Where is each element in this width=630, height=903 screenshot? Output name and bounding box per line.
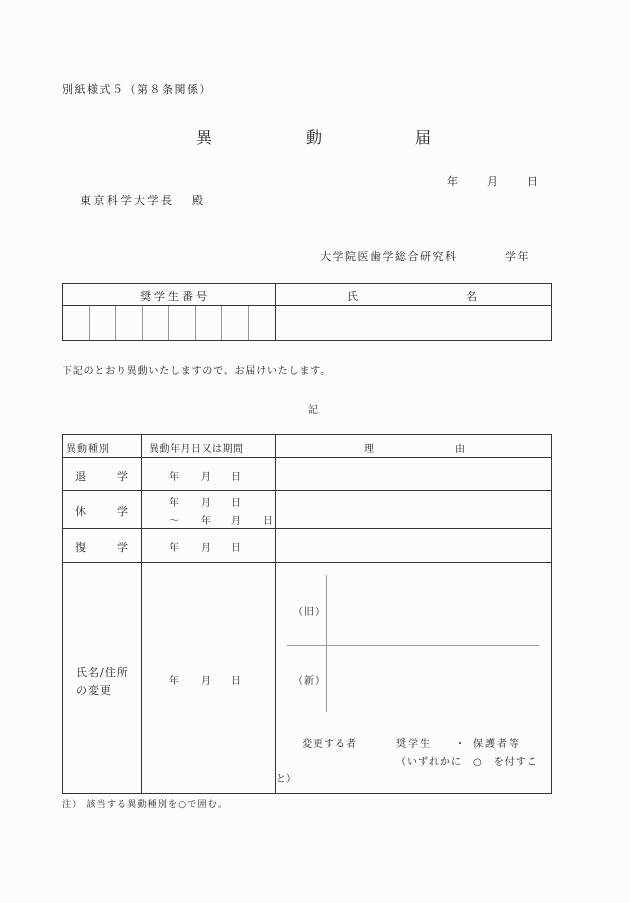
changer-instruction-line2: と） [276,774,296,785]
changer-instruction-line1: （いずれかに ○ を付すこ [396,757,538,768]
main-table-row-divider [62,528,552,529]
main-table-col1-divider [141,434,142,794]
row-change-day: 日 [231,676,242,687]
row-leave-type-a: 休 [75,505,88,518]
main-table-row-divider [62,457,552,458]
changer-option-guardian[interactable]: 保護者等 [473,739,521,750]
row-withdrawal-type-b: 学 [117,470,130,483]
main-table-row-divider [62,490,552,491]
row-leave-tilde: ～ [169,516,180,527]
header-reason-char-1: 理 [364,444,375,455]
student-number-label: 奨学生番号 [140,290,210,303]
name-input[interactable] [277,306,550,340]
leave-reason-input[interactable] [277,492,550,527]
school-name: 大学院医歯学総合研究科 [320,250,458,263]
new-value-input[interactable] [328,647,540,711]
date-month-label: 月 [487,175,500,188]
return-reason-input[interactable] [277,530,550,561]
row-change-type-line2: の変更 [76,684,112,697]
row-withdrawal-day: 日 [231,472,242,483]
row-leave-month: 月 [201,498,212,509]
form-reference: 別紙様式５（第８条関係） [62,83,212,96]
row-leave-end-day: 日 [263,516,274,527]
footnote: 注） 該当する異動種別を○で囲む。 [62,800,229,810]
ki-label: 記 [308,405,319,416]
date-day-label: 日 [527,175,540,188]
row-leave-end-year: 年 [201,516,212,527]
row-return-day: 日 [231,543,242,554]
row-return-type-b: 学 [117,541,130,554]
title-char-3: 届 [415,128,432,147]
row-leave-year: 年 [169,498,180,509]
row-change-type-line1: 氏名/住所 [76,666,129,679]
title-char-2: 動 [306,128,323,147]
main-table-row-divider [62,562,552,563]
changer-separator: ・ [455,739,466,750]
row-change-year: 年 [169,676,180,687]
grade-label: 学年 [505,250,530,263]
date-year-label: 年 [447,175,460,188]
honorific: 殿 [192,194,205,207]
main-table-col2-divider [275,434,276,794]
row-withdrawal-type-a: 退 [75,470,88,483]
withdrawal-reason-input[interactable] [277,459,550,489]
row-withdrawal-month: 月 [201,472,212,483]
header-change-date: 異動年月日又は期間 [149,444,244,455]
header-reason-char-2: 由 [455,444,466,455]
student-number-input[interactable] [63,306,274,340]
id-table-col-divider [275,283,276,341]
name-label-surname: 氏 [347,290,360,303]
old-label: （旧） [293,607,326,618]
row-return-type-a: 復 [75,541,88,554]
row-leave-end-month: 月 [231,516,242,527]
row-leave-day: 日 [231,498,242,509]
statement-text: 下記のとおり異動いたしますので、お届けいたします。 [62,366,331,377]
row-change-month: 月 [201,676,212,687]
old-value-input[interactable] [328,576,540,644]
changer-option-student[interactable]: 奨学生 [396,739,432,750]
row-withdrawal-year: 年 [169,472,180,483]
row-leave-type-b: 学 [117,505,130,518]
new-label: （新） [293,676,326,687]
header-change-type: 異動種別 [66,444,110,455]
row-return-month: 月 [201,543,212,554]
title-char-1: 異 [196,128,213,147]
changer-label: 変更する者 [302,739,357,750]
addressee: 東京科学大学長 [80,194,175,207]
name-label-given: 名 [466,290,479,303]
old-new-vertical-divider [326,575,327,712]
old-new-horizontal-divider [287,645,539,646]
row-return-year: 年 [169,543,180,554]
